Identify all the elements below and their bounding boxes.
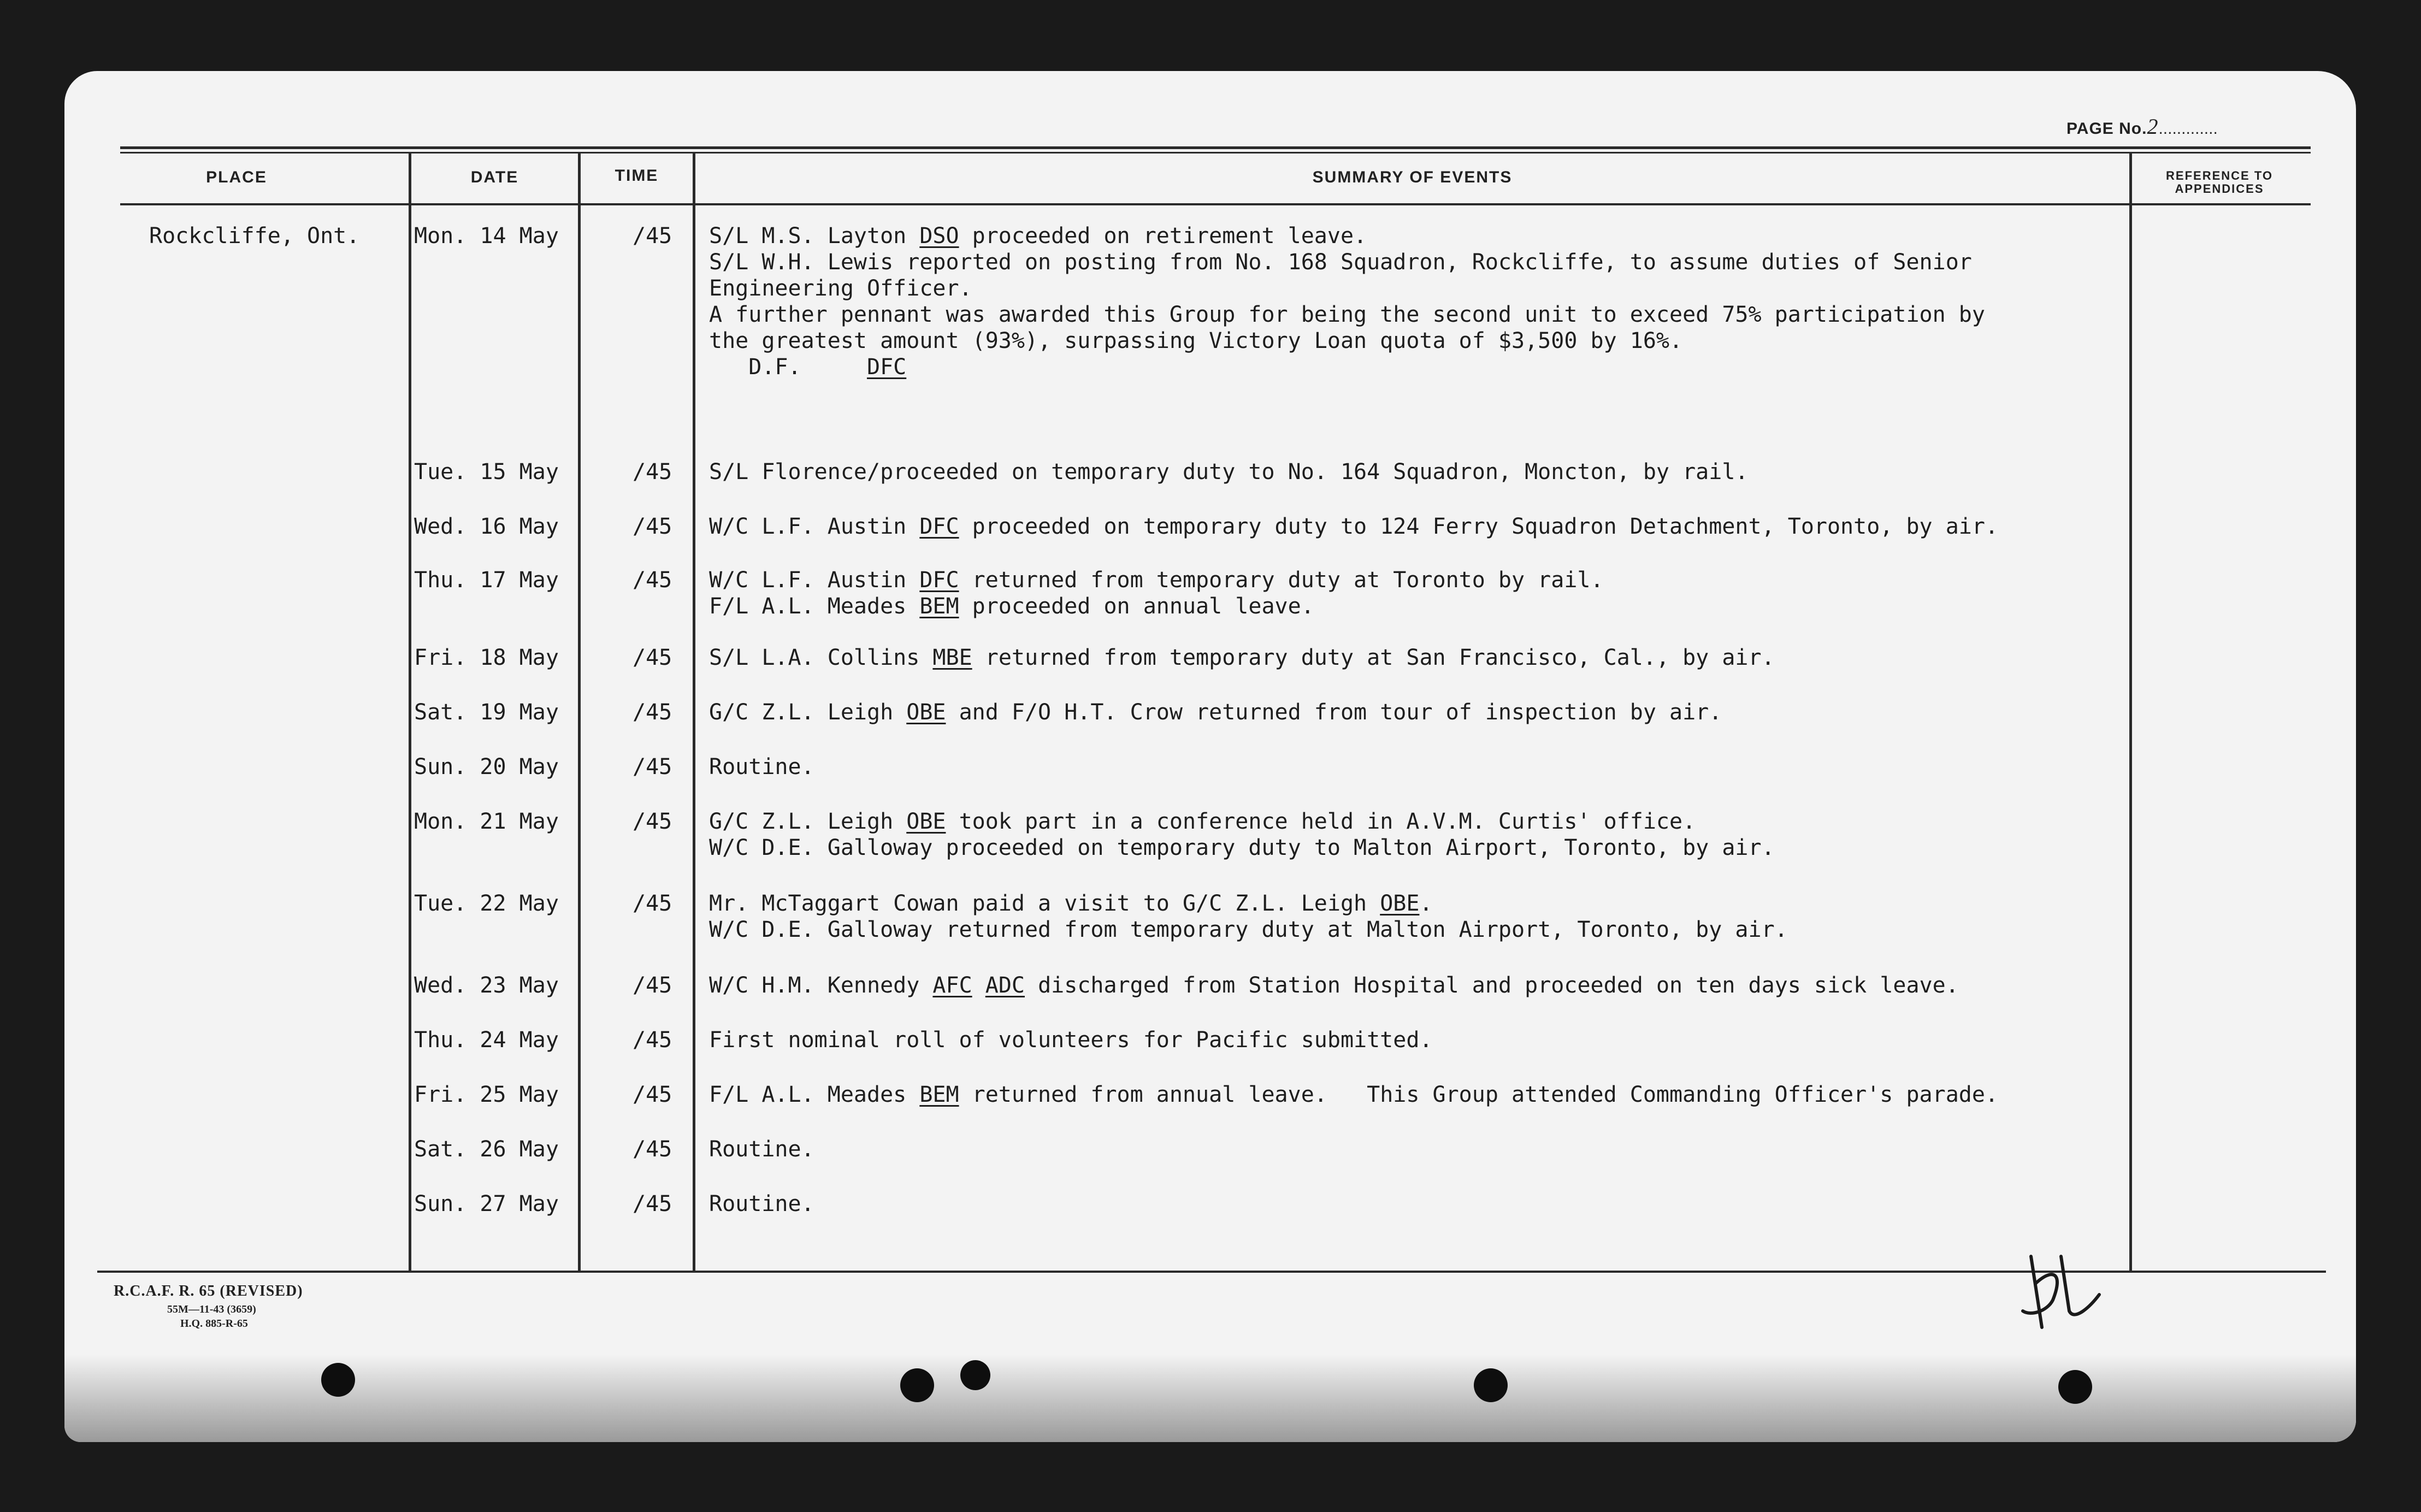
event-text: S/L L.A. Collins	[709, 645, 933, 670]
binder-hole	[2058, 1370, 2092, 1404]
event-line	[709, 1082, 1998, 1108]
binder-hole	[900, 1368, 934, 1402]
event-text: Routine.	[709, 754, 814, 779]
event-text: S/L Florence/proceeded on temporary duty to No. 164 Squadron, Moncton, by rail.	[709, 459, 1749, 485]
event-text: S/L W.H. Lewis reported on posting from No. 168 Squadron, Rockcliffe, to assume duties of Senior	[709, 250, 1972, 275]
entry-year: /45	[633, 223, 672, 249]
entry-date: Thu. 17 May	[414, 568, 559, 593]
decoration-abbrev: BEM	[919, 1082, 959, 1107]
page-number-dots: .............	[2158, 120, 2218, 138]
event-text: W/C H.M. Kennedy	[709, 973, 933, 998]
form-number: R.C.A.F. R. 65 (REVISED)	[114, 1283, 303, 1300]
col-divider-place-date	[409, 153, 411, 1272]
event-text: W/C D.E. Galloway returned from temporary duty at Malton Airport, Toronto, by air.	[709, 917, 1788, 942]
entry-year: /45	[633, 514, 672, 539]
decoration-abbrev: DSO	[919, 223, 959, 249]
entry-date: Wed. 23 May	[414, 973, 559, 998]
entry-year: /45	[633, 1191, 672, 1216]
col-divider-date-time	[578, 153, 581, 1272]
col-divider-time-summary	[693, 153, 695, 1272]
event-text: returned from annual leave. This Group attended Commanding Officer's parade.	[959, 1082, 1999, 1107]
event-text: W/C L.F. Austin	[709, 514, 920, 539]
event-text: proceeded on annual leave.	[959, 594, 1314, 619]
entry-year: /45	[633, 568, 672, 593]
entry-date: Sat. 19 May	[414, 700, 559, 725]
entry-date: Mon. 21 May	[414, 809, 559, 834]
event-text: S/L M.S. Layton	[709, 223, 920, 249]
event-text: discharged from Station Hospital and proceeded on ten days sick leave.	[1025, 973, 1959, 998]
entry-date: Sun. 27 May	[414, 1191, 559, 1216]
event-text: G/C Z.L. Leigh	[709, 700, 907, 725]
header-time: TIME	[615, 167, 659, 185]
event-text: returned from temporary duty at Toronto by rail.	[959, 568, 1604, 593]
page-number-label: PAGE No.	[2066, 120, 2147, 138]
event-text	[972, 973, 985, 998]
event-text: returned from temporary duty at San Francisco, Cal., by air.	[972, 645, 1775, 670]
decoration-abbrev: OBE	[906, 700, 946, 725]
place-cell: Rockcliffe, Ont.	[149, 223, 360, 249]
event-line	[709, 754, 814, 780]
event-text: Routine.	[709, 1137, 814, 1162]
header-date: DATE	[470, 168, 519, 186]
entry-year: /45	[633, 891, 672, 916]
entry-year: /45	[633, 754, 672, 779]
entry-date: Sat. 26 May	[414, 1137, 559, 1162]
entry-year: /45	[633, 645, 672, 670]
decoration-abbrev: BEM	[919, 594, 959, 619]
entry-date: Fri. 25 May	[414, 1082, 559, 1107]
entry-date: Tue. 15 May	[414, 459, 559, 485]
event-text: W/C D.E. Galloway proceeded on temporary duty to Malton Airport, Toronto, by air.	[709, 835, 1775, 860]
bottom-rule	[97, 1271, 2326, 1273]
entry-date: Fri. 18 May	[414, 645, 559, 670]
event-line	[709, 302, 1985, 328]
event-line	[709, 328, 1682, 354]
event-line	[709, 1136, 814, 1162]
entry-year: /45	[633, 459, 672, 485]
event-text: the greatest amount (93%), surpassing Victory Loan quota of $3,500 by 16%.	[709, 328, 1683, 353]
binder-hole	[960, 1360, 990, 1390]
entry-year: /45	[633, 973, 672, 998]
entry-date: Sun. 20 May	[414, 754, 559, 779]
col-divider-summary-reference	[2129, 153, 2132, 1272]
decoration-abbrev: DFC	[919, 568, 959, 593]
event-text: Engineering Officer.	[709, 276, 972, 301]
event-line	[709, 1191, 814, 1217]
page-shadow	[64, 1355, 2356, 1442]
event-line	[709, 972, 1959, 999]
page-number	[2066, 114, 2218, 139]
event-line	[709, 645, 1775, 671]
entry-date: Mon. 14 May	[414, 223, 559, 249]
event-line	[709, 890, 1433, 917]
decoration-abbrev: MBE	[932, 645, 972, 670]
top-rule-2	[120, 152, 2311, 153]
entry-year: /45	[633, 1027, 672, 1053]
event-line	[709, 699, 1722, 725]
event-line	[709, 459, 1748, 485]
decoration-abbrev: OBE	[1380, 891, 1420, 916]
decoration-abbrev: OBE	[906, 809, 946, 834]
event-text: and F/O H.T. Crow returned from tour of inspection by air.	[946, 700, 1722, 725]
event-text: .	[1419, 891, 1433, 916]
decoration-abbrev: ADC	[985, 973, 1025, 998]
event-line	[709, 223, 1367, 249]
entry-date: Tue. 22 May	[414, 891, 559, 916]
entry-year: /45	[633, 1082, 672, 1107]
event-line	[709, 275, 972, 302]
event-text: F/L A.L. Meades	[709, 1082, 920, 1107]
event-line	[709, 835, 1775, 861]
event-text: G/C Z.L. Leigh	[709, 809, 907, 834]
form-hq-code: H.Q. 885-R-65	[180, 1318, 248, 1330]
top-rule-1	[120, 146, 2311, 149]
header-reference-line1: REFERENCE TO	[2166, 169, 2273, 182]
event-line	[709, 808, 1696, 835]
event-text: proceeded on temporary duty to 124 Ferry Squadron Detachment, Toronto, by air.	[959, 514, 1999, 539]
event-line	[709, 1027, 1433, 1053]
entry-year: /45	[633, 809, 672, 834]
event-text: proceeded on retirement leave.	[959, 223, 1367, 249]
decoration-abbrev: DFC	[919, 514, 959, 539]
event-line	[709, 567, 1604, 593]
event-line	[709, 354, 906, 380]
decoration-abbrev: DFC	[866, 355, 907, 380]
decoration-abbrev: AFC	[932, 973, 972, 998]
event-text: W/C L.F. Austin	[709, 568, 920, 593]
event-text: Routine.	[709, 1191, 814, 1216]
event-text: took part in a conference held in A.V.M. Curtis' office.	[946, 809, 1696, 834]
event-line	[709, 249, 1972, 275]
binder-hole	[1474, 1368, 1508, 1402]
initials-signature	[2009, 1245, 2102, 1333]
event-text: A further pennant was awarded this Group for being the second unit to exceed 75% participation by	[709, 302, 1985, 327]
header-summary: SUMMARY OF EVENTS	[1312, 168, 1513, 186]
event-text: D.F.	[709, 355, 867, 380]
event-text: F/L A.L. Meades	[709, 594, 920, 619]
event-text: First nominal roll of volunteers for Pacific submitted.	[709, 1027, 1433, 1053]
entry-date: Wed. 16 May	[414, 514, 559, 539]
entry-year: /45	[633, 700, 672, 725]
header-reference-line2: APPENDICES	[2175, 182, 2264, 196]
event-line	[709, 593, 1314, 619]
binder-hole	[321, 1363, 355, 1397]
entry-date: Thu. 24 May	[414, 1027, 559, 1053]
form-print-code: 55M—11-43 (3659)	[167, 1303, 256, 1315]
entry-year: /45	[633, 1137, 672, 1162]
event-text: Mr. McTaggart Cowan paid a visit to G/C Z.L. Leigh	[709, 891, 1380, 916]
header-place: PLACE	[206, 168, 267, 186]
header-reference	[2132, 169, 2307, 196]
diary-form-page	[64, 71, 2356, 1442]
event-line	[709, 917, 1788, 943]
header-rule	[120, 203, 2311, 205]
event-line	[709, 513, 1998, 540]
page-number-value: 2	[2147, 114, 2159, 139]
